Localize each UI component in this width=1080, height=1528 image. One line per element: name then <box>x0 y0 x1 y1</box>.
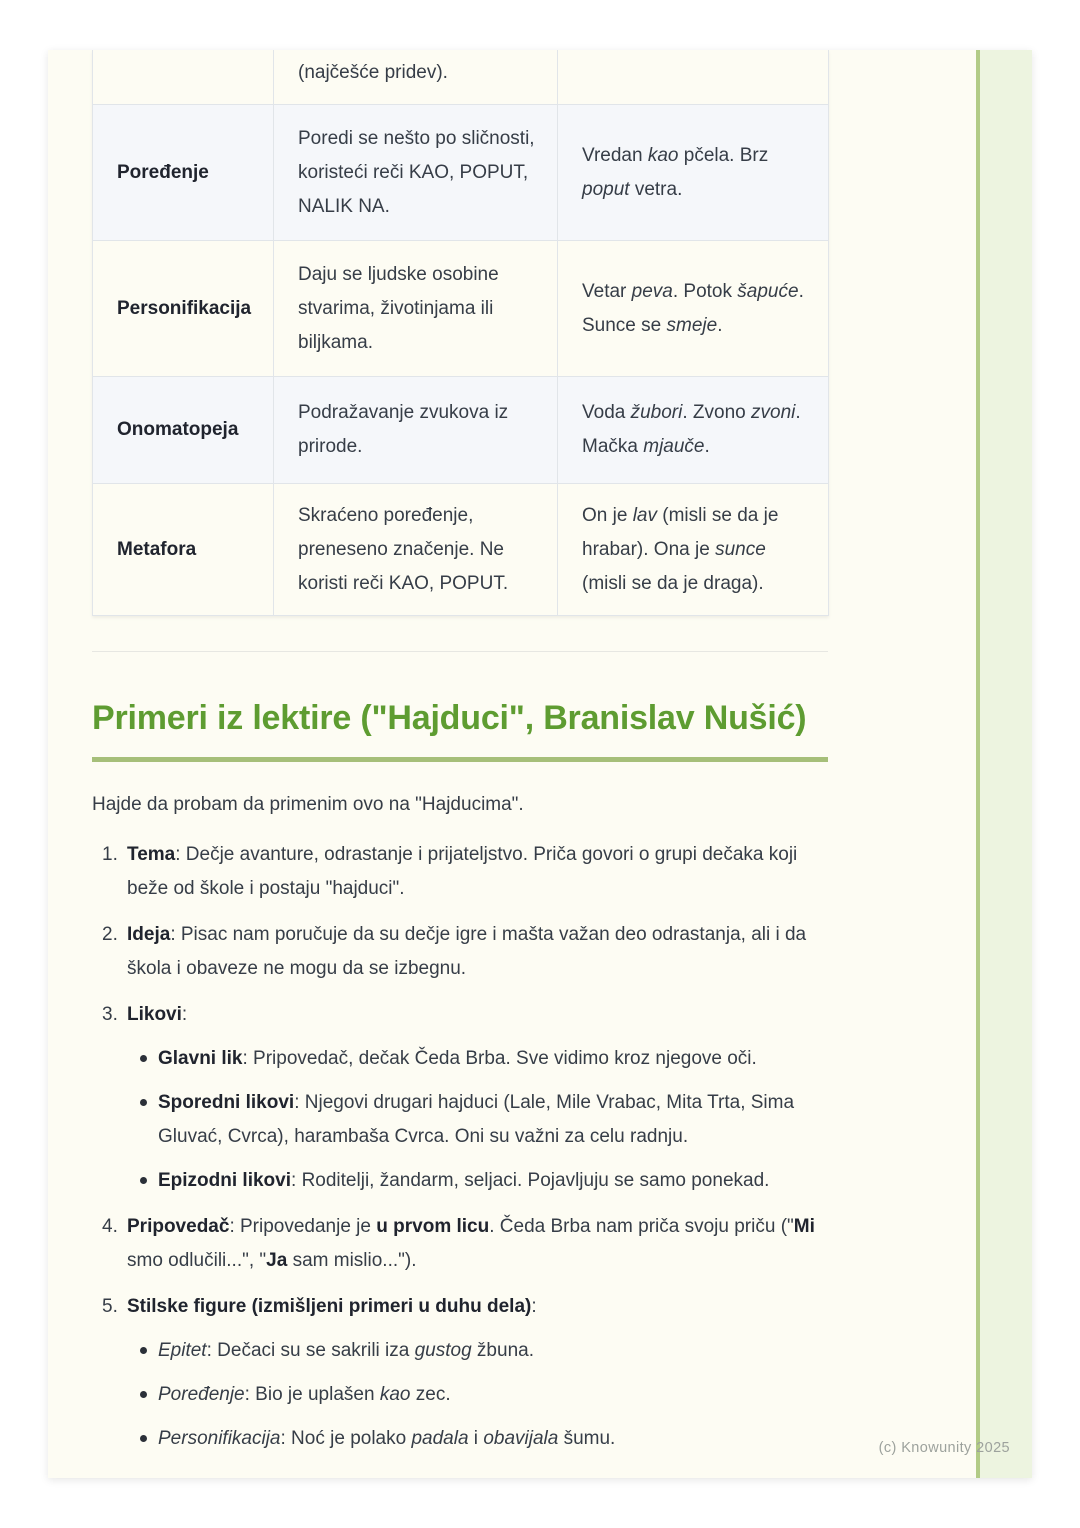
figure-term-cell <box>93 50 274 105</box>
list-item-text: Tema: Dečje avanture, odrastanje i prijateljstvo. Priča govori o grupi dečaka koji beže od škole i postaju "hajduci". <box>127 844 798 899</box>
list-marker: 4. <box>102 1216 118 1237</box>
table-row-onomatopeja <box>93 377 829 484</box>
sub-list-item-epitet: Epitet: Dečaci su se sakrili iza gustog žbuna. <box>140 1334 828 1368</box>
table-row-metafora <box>93 484 829 616</box>
table-row-poredjenje <box>93 105 829 241</box>
list-marker: 5. <box>102 1296 118 1317</box>
section-heading: Primeri iz lektire ("Hajduci", Branislav Nušić) <box>92 699 807 737</box>
table-row-epitet-continued <box>93 50 829 105</box>
copyright-watermark: (c) Knowunity 2025 <box>878 1440 1010 1456</box>
figure-term-cell: Personifikacija <box>93 241 274 377</box>
list-item-text: Pripovedač: Pripovedanje je u prvom licu. Čeda Brba nam priča svoju priču ("Mi smo odlučili...", "Ja sam mislio..."). <box>127 1216 815 1271</box>
list-item-stilske-figure <box>102 1290 828 1456</box>
figure-example-cell: Vetar peva. Potok šapuće. Sunce se smeje. <box>558 241 829 377</box>
list-marker: 1. <box>102 844 118 865</box>
list-item-likovi <box>102 998 828 1198</box>
figure-example-cell: On je lav (misli se da je hrabar). Ona je sunce (misli se da je draga). <box>558 484 829 616</box>
figure-example-cell <box>558 50 829 105</box>
list-item-tema <box>102 838 828 906</box>
table-row-personifikacija <box>93 241 829 377</box>
figure-term-cell: Onomatopeja <box>93 377 274 484</box>
right-green-strip <box>976 50 1032 1478</box>
document-page <box>48 50 1032 1478</box>
list-marker: 2. <box>102 924 118 945</box>
sub-list-item-epizodni-likovi: Epizodni likovi: Roditelji, žandarm, seljaci. Pojavljuju se samo ponekad. <box>140 1164 828 1198</box>
sub-list-item-personifikacija: Personifikacija: Noć je polako padala i obavijala šumu. <box>140 1422 828 1456</box>
analysis-list <box>92 838 828 1456</box>
sub-list-likovi <box>140 1042 828 1198</box>
sub-list-item-glavni-lik: Glavni lik: Pripovedač, dečak Čeda Brba. Sve vidimo kroz njegove oči. <box>140 1042 828 1076</box>
page-content <box>92 50 828 1456</box>
sub-list-item-sporedni-likovi: Sporedni likovi: Njegovi drugari hajduci (Lale, Mile Vrabac, Mita Trta, Sima Gluvać, Cvrca), harambaša Cvrca. Oni su važni za celu radnju. <box>140 1086 828 1154</box>
figure-term-cell: Poređenje <box>93 105 274 241</box>
figure-term-cell: Metafora <box>93 484 274 616</box>
sub-list-stilske-figure <box>140 1334 828 1456</box>
list-item-pripovedac <box>102 1210 828 1278</box>
figure-definition-cell: (najčešće pridev). <box>274 50 558 105</box>
figure-definition-cell: Podražavanje zvukova iz prirode. <box>274 377 558 484</box>
figure-definition-cell: Skraćeno poređenje, preneseno značenje. Ne koristi reči KAO, POPUT. <box>274 484 558 616</box>
list-marker: 3. <box>102 1004 118 1025</box>
figure-example-cell: Vredan kao pčela. Brz poput vetra. <box>558 105 829 241</box>
section-divider <box>92 651 828 652</box>
list-item-ideja <box>102 918 828 986</box>
stylistic-figures-table <box>92 50 829 616</box>
list-item-text: Likovi: <box>127 1004 188 1025</box>
list-item-text: Ideja: Pisac nam poručuje da su dečje igre i mašta važan deo odrastanja, ali i da škola i obaveze ne mogu da se izbegnu. <box>127 924 807 979</box>
heading-underline <box>92 757 828 762</box>
list-item-text: Stilske figure (izmišljeni primeri u duhu dela): <box>127 1296 537 1317</box>
sub-list-item-poredjenje: Poređenje: Bio je uplašen kao zec. <box>140 1378 828 1412</box>
intro-paragraph: Hajde da probam da primenim ovo na "Hajducima". <box>92 794 524 815</box>
figure-example-cell: Voda žubori. Zvono zvoni. Mačka mjauče. <box>558 377 829 484</box>
figure-definition-cell: Daju se ljudske osobine stvarima, životinjama ili biljkama. <box>274 241 558 377</box>
figure-definition-cell: Poredi se nešto po sličnosti, koristeći reči KAO, POPUT, NALIK NA. <box>274 105 558 241</box>
